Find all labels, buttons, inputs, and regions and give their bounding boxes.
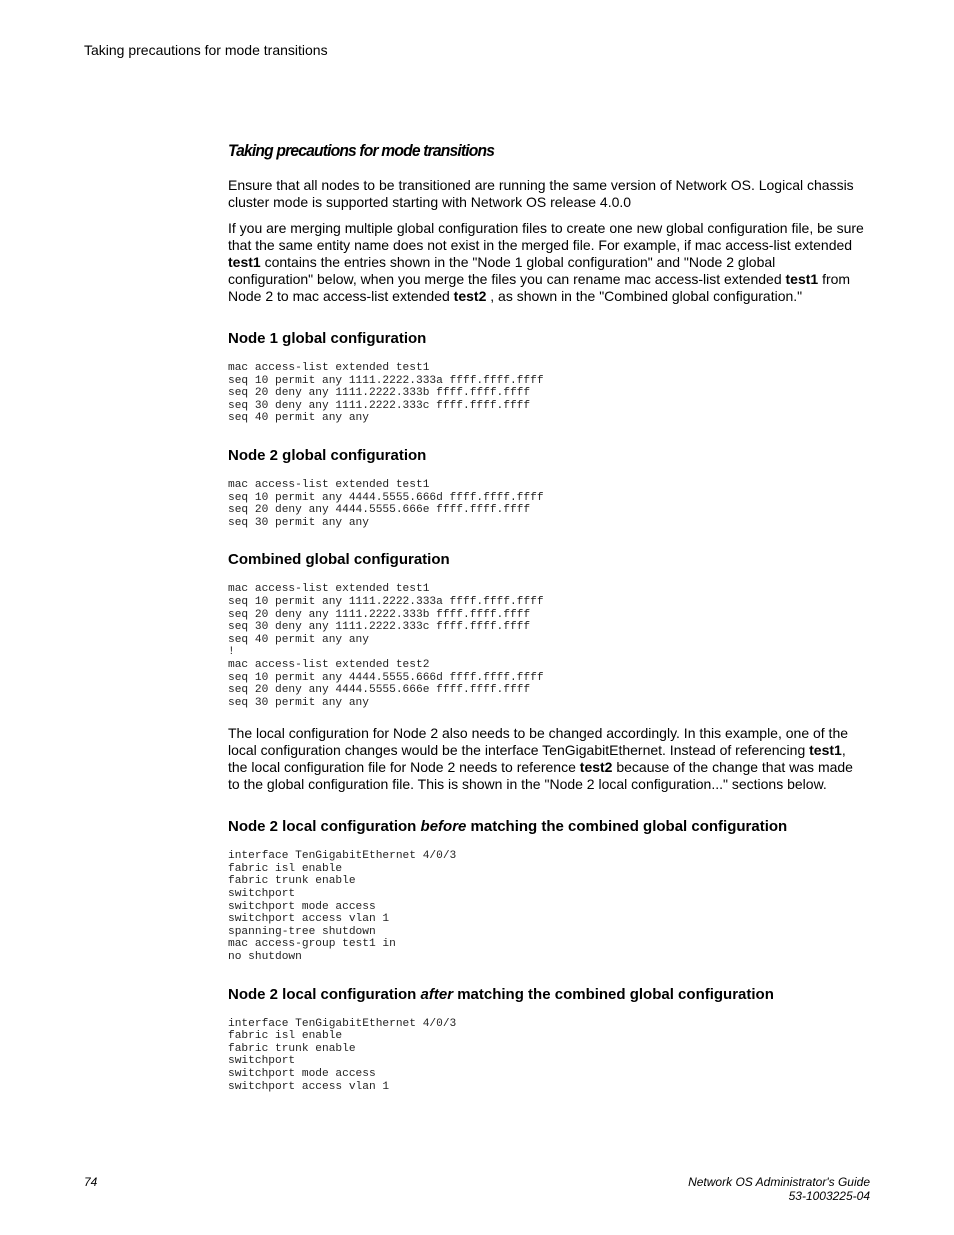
merge-bold-test2: test2: [453, 288, 487, 304]
doc-number: 53-1003225-04: [788, 1189, 870, 1203]
node1-heading: Node 1 global configuration: [228, 330, 427, 347]
intro-paragraph: Ensure that all nodes to be transitioned are running the same version of Network OS. Logical chassis cluster mode is supported starting with Network OS release 4.0.0: [228, 177, 854, 210]
local-before-heading-pre: Node 2 local configuration: [228, 818, 421, 836]
local-after-heading: [228, 986, 864, 1004]
combined-code-block: mac access-list extended test1 seq 10 permit any 1111.2222.333a ffff.ffff.ffff seq 20 deny any 1111.2222.333b ffff.ffff.ffff seq 30 deny any 1111.2222.333c ffff.ffff.ffff seq 40 permit any any ! mac access-list extended test2 seq 10 permit any 4444.5555.666d ffff.ffff.ffff seq 20 deny any 4444.5555.666e ffff.ffff.ffff seq 30 permit any any: [228, 583, 544, 709]
running-header: Taking precautions for mode transitions: [84, 42, 328, 58]
merge-paragraph: [228, 220, 864, 305]
footer-doc-info: [688, 1175, 870, 1203]
node2-code-block: mac access-list extended test1 seq 10 permit any 4444.5555.666d ffff.ffff.ffff seq 20 deny any 4444.5555.666e ffff.ffff.ffff seq 30 permit any any: [228, 478, 544, 529]
local-after-heading-em: after: [420, 985, 454, 1003]
local-text-3: because of the change that was made to the global configuration file. This is shown in the "Node 2 local configuration..." sections below.: [228, 759, 853, 793]
node2-heading: Node 2 global configuration: [228, 446, 427, 464]
main-content: [228, 140, 864, 1115]
combined-heading: Combined global configuration: [228, 551, 450, 569]
local-before-heading-post: matching the combined global configuration: [466, 818, 788, 836]
merge-text-4: , as shown in the "Combined global configuration.": [486, 288, 803, 304]
local-bold-test2: test2: [579, 759, 613, 776]
local-bold-test1: test1: [809, 742, 842, 759]
local-text-2: , the local configuration file for Node 2 needs to reference: [228, 742, 846, 776]
section-title: Taking precautions for mode transitions: [228, 141, 495, 160]
local-before-heading-em: before: [420, 818, 467, 836]
merge-text-1: If you are merging multiple global configuration files to create one new global configuration file, be sure that the same entity name does not exist in the merged file. For example, if mac access-list extended: [228, 220, 864, 253]
local-after-heading-post: matching the combined global configuration: [453, 985, 774, 1003]
local-text-1: The local configuration for Node 2 also needs to be changed accordingly. In this example, one of the local configuration changes would be the interface TenGigabitEthernet. Instead of referencing: [228, 725, 849, 759]
guide-title: Network OS Administrator's Guide: [688, 1175, 870, 1189]
merge-bold-test1-a: test1: [228, 254, 261, 270]
merge-text-3: from Node 2 to mac access-list extended: [228, 271, 851, 304]
merge-bold-test1-b: test1: [785, 271, 819, 287]
node1-code-block: mac access-list extended test1 seq 10 permit any 1111.2222.333a ffff.ffff.ffff seq 20 deny any 1111.2222.333b ffff.ffff.ffff seq 30 deny any 1111.2222.333c ffff.ffff.ffff seq 40 permit any any: [228, 362, 544, 425]
local-before-heading: [228, 818, 864, 836]
local-before-code-block: interface TenGigabitEthernet 4/0/3 fabric isl enable fabric trunk enable switchport switchport mode access switchport access vlan 1 spanning-tree shutdown mac access-group test1 in no shutdown: [228, 850, 457, 964]
local-config-paragraph: [228, 725, 864, 793]
page-number: 74: [84, 1175, 98, 1189]
local-after-code-block: interface TenGigabitEthernet 4/0/3 fabric isl enable fabric trunk enable switchport switchport mode access switchport access vlan 1: [228, 1017, 457, 1093]
merge-text-2: contains the entries shown in the "Node 1 global configuration" and "Node 2 global configuration" below, when you merge the files you can rename mac access-list extended: [228, 254, 786, 287]
local-after-heading-pre: Node 2 local configuration: [228, 985, 421, 1003]
